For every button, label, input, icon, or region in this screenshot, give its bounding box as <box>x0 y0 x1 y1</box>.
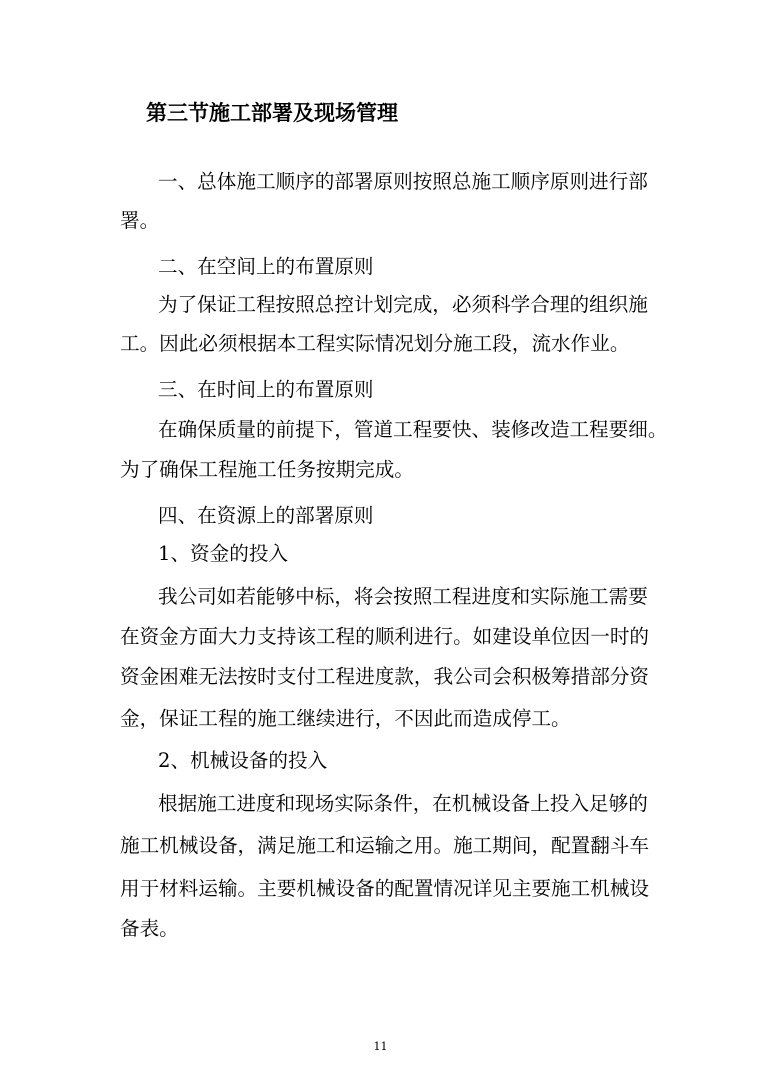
page-title: 第三节施工部署及现场管理 <box>146 100 398 125</box>
paragraph-line: 我公司如若能够中标，将会按照工程进度和实际施工需要 <box>158 585 648 608</box>
paragraph-line: 资金困难无法按时支付工程进度款，我公司会积极筹措部分资 <box>120 665 650 688</box>
paragraph-line: 在资金方面大力支持该工程的顺利进行。如建设单位因一时的 <box>120 625 650 648</box>
page-number: 11 <box>373 1040 388 1053</box>
section-heading: 四、在资源上的部署原则 <box>158 504 374 527</box>
section-heading: 二、在空间上的布置原则 <box>158 255 374 278</box>
paragraph-line: 用于材料运输。主要机械设备的配置情况详见主要施工机械设 <box>120 877 650 900</box>
subsection-heading: 2、机械设备的投入 <box>158 749 328 772</box>
paragraph-line: 备表。 <box>120 917 179 940</box>
section-heading: 三、在时间上的布置原则 <box>158 378 374 401</box>
paragraph-line: 金，保证工程的施工继续进行，不因此而造成停工。 <box>120 707 571 730</box>
paragraph-line: 施工机械设备，满足施工和运输之用。施工期间，配置翻斗车 <box>120 834 650 857</box>
paragraph-line: 在确保质量的前提下，管道工程要快、装修改造工程要细。 <box>158 418 668 441</box>
subsection-heading: 1、资金的投入 <box>158 542 289 565</box>
paragraph-line: 为了确保工程施工任务按期完成。 <box>120 458 414 481</box>
paragraph-line: 署。 <box>120 209 160 232</box>
paragraph-line: 一、总体施工顺序的部署原则按照总施工顺序原则进行部 <box>158 170 648 193</box>
paragraph-line: 根据施工进度和现场实际条件，在机械设备上投入足够的 <box>158 792 648 815</box>
paragraph-line: 为了保证工程按照总控计划完成，必须科学合理的组织施 <box>158 293 648 316</box>
paragraph-line: 工。因此必须根据本工程实际情况划分施工段，流水作业。 <box>120 332 630 355</box>
